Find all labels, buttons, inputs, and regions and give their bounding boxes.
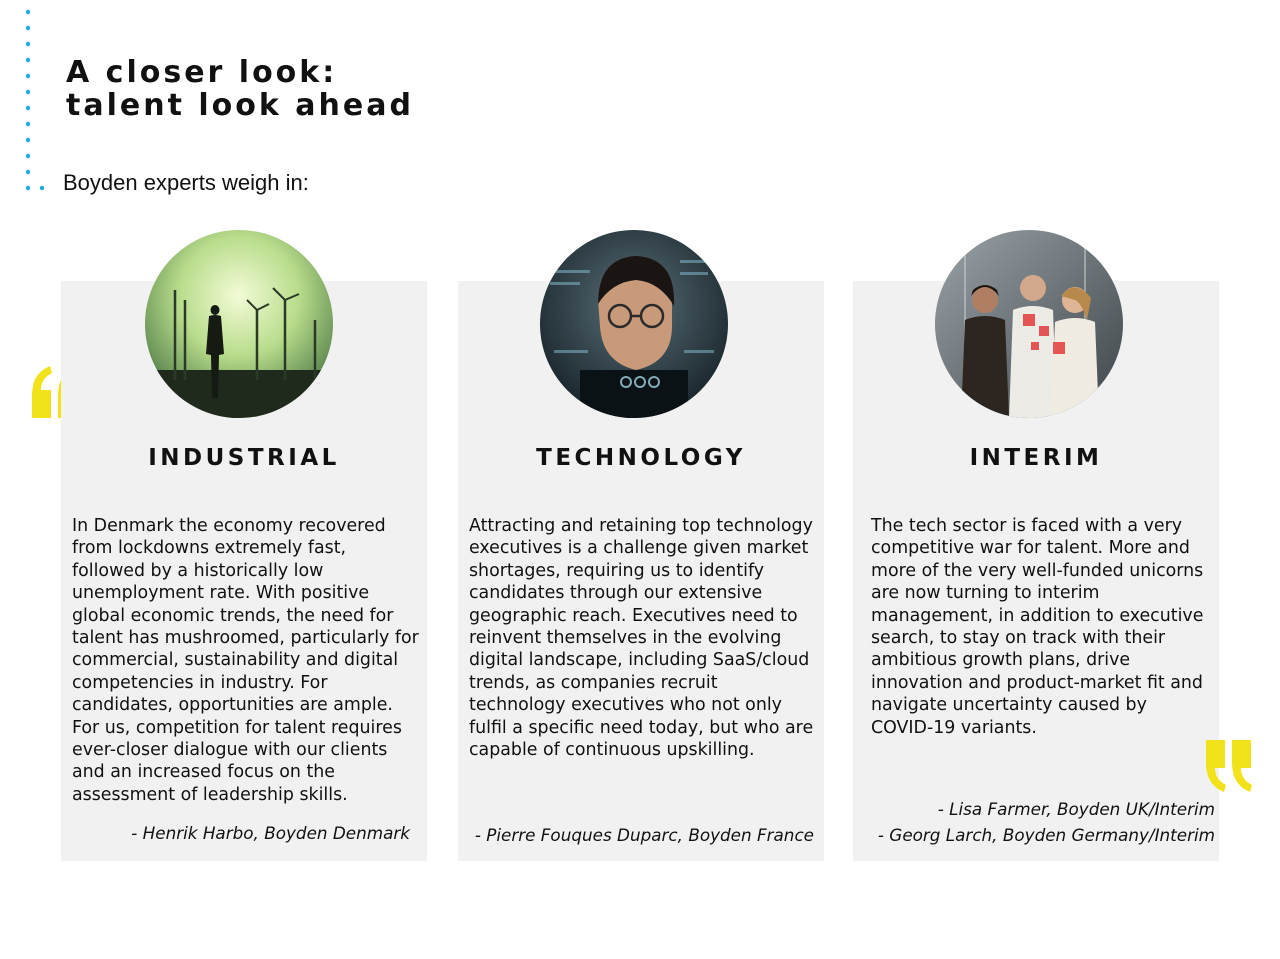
card-heading: TECHNOLOGY [536,445,746,471]
card-attribution [475,822,814,848]
text-line: navigate uncertainty caused by [871,695,1147,716]
industrial-photo [145,230,333,418]
title-line: talent look ahead [66,88,414,123]
closing-quote-mark-icon [1204,740,1254,792]
text-line: competencies in industry. For [72,672,328,693]
text-line: digital landscape, including SaaS/cloud [469,650,810,671]
attribution-line: - Lisa Farmer, Boyden UK/Interim [937,799,1215,819]
card-body-text [871,515,1203,739]
text-line: assessment of leadership skills. [72,784,348,805]
attribution-line: - Pierre Fouques Duparc, Boyden France [474,825,814,845]
text-line: technology executives who not only [469,695,782,716]
text-line: unemployment rate. With positive [72,583,370,604]
text-line: geographic reach. Executives need to [469,605,798,626]
text-line: Attracting and retaining top technology [469,516,813,536]
text-line: innovation and product-market fit and [871,672,1203,693]
wind-turbines-image-icon [145,230,333,418]
page-subtitle: Boyden experts weigh in: [63,170,309,195]
text-line: are now turning to interim [871,583,1100,604]
text-line: followed by a historically low [72,560,324,581]
text-line: search, to stay on track with their [871,628,1166,649]
card-attribution [878,796,1215,848]
text-line: COVID-19 variants. [871,717,1037,738]
technology-photo [540,230,728,418]
interim-photo [935,230,1123,418]
text-line: commercial, sustainability and digital [72,650,399,671]
text-line: ever-closer dialogue with our clients [72,740,388,761]
text-line: ambitious growth plans, drive [871,650,1131,671]
attribution-line: - Georg Larch, Boyden Germany/Interim [877,825,1215,845]
text-line: more of the very well-funded unicorns [871,560,1204,581]
text-line: candidates through our extensive [469,583,763,604]
text-line: from lockdowns extremely fast, [72,538,347,559]
text-line: candidates, opportunities are ample. [72,695,393,716]
attribution-line: - Henrik Harbo, Boyden Denmark [131,823,410,843]
text-line: reinvent themselves in the evolving [469,628,782,649]
text-line: In Denmark the economy recovered [72,516,386,536]
card-heading: INDUSTRIAL [148,445,340,471]
text-line: shortages, requiring us to identify [469,560,765,581]
dotted-line-decor [24,8,50,198]
title-line: A closer look: [66,55,338,90]
text-line: trends, as companies recruit [469,672,718,693]
page-title [66,56,414,122]
text-line: talent has mushroomed, particularly for [72,628,419,649]
office-meeting-image-icon [935,230,1123,418]
card-attribution [131,820,410,846]
text-line: and an increased focus on the [72,762,335,783]
text-line: management, in addition to executive [871,605,1204,626]
card-body-text [72,515,419,806]
text-line: The tech sector is faced with a very [871,516,1183,536]
card-body-text [469,515,813,761]
text-line: competitive war for talent. More and [871,538,1190,559]
card-heading: INTERIM [969,445,1103,471]
text-line: For us, competition for talent requires [72,717,402,738]
text-line: capable of continuous upskilling. [469,740,755,761]
text-line: fulfil a specific need today, but who are [469,717,814,738]
text-line: executives is a challenge given market [469,538,809,559]
text-line: global economic trends, the need for [72,605,394,626]
engineer-screens-image-icon [540,230,728,418]
